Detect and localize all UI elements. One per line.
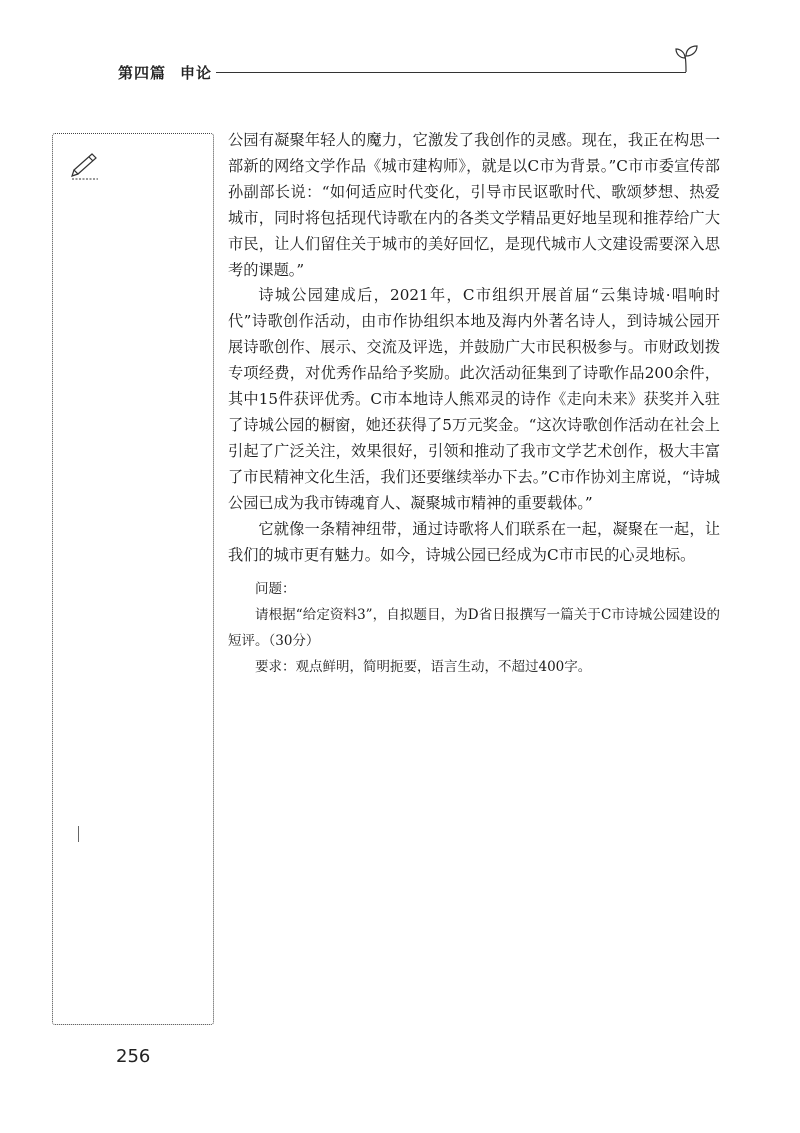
question-requirement: 要求：观点鲜明，简明扼要，语言生动，不超过400字。 [255,659,592,676]
notes-sidebar [52,133,214,1025]
page-number: 256 [116,1046,151,1067]
question-text: 请根据“给定资料3”，自拟题目，为D省日报撰写一篇关于C市诗城公园建设的短评。（30分） [228,607,720,650]
section-label: 第四篇 [118,64,167,82]
header-rule [216,72,686,73]
sprout-leaf-icon [674,44,700,74]
pen-icon [68,148,102,182]
paragraph-3: 它就像一条精神纽带，通过诗歌将人们联系在一起，凝聚在一起，让我们的城市更有魅力。如今，诗城公园已经成为C市市民的心灵地标。 [228,519,720,564]
paragraph-2: 诗城公园建成后，2021年，C市组织开展首届“云集诗城·唱响时代”诗歌创作活动，由市作协组织本地及海内外著名诗人，到诗城公园开展诗歌创作、展示、交流及评选，并鼓励广大市民积极参与。市财政划拨专项经费，对优秀作品给予奖励。此次活动征集到了诗歌作品200余件，其中15件获评优秀。C市本地诗人熊邓灵的诗作《走向未来》获奖并入驻了诗城公园的橱窗，她还获得了5万元奖金。“这次诗歌创作活动在社会上引起了广泛关注，效果很好，引领和推动了我市文学艺术创作，极大丰富了市民精神文化生活，我们还要继续举办下去。”C市作协刘主席说，“诗城公园已成为我市铸魂育人、凝聚城市精神的重要载体。” [228,286,720,512]
main-text [228,128,720,680]
page-header [118,60,678,84]
sidebar-tick-mark [78,826,79,842]
running-head [118,62,212,83]
section-title: 申论 [180,64,213,82]
question-label: 问题： [255,581,296,598]
paragraph-1: 公园有凝聚年轻人的魔力，它激发了我创作的灵感。现在，我正在构思一部新的网络文学作品《城市建构师》，就是以C市为背景。”C市市委宣传部孙副部长说：“如何适应时代变化，引导市民讴歌时代、歌颂梦想、热爱城市，同时将包括现代诗歌在内的各类文学精品更好地呈现和推荐给广大市民，让人们留住关于城市的美好回忆，是现代城市人文建设需要深入思考的课题。” [228,131,720,279]
